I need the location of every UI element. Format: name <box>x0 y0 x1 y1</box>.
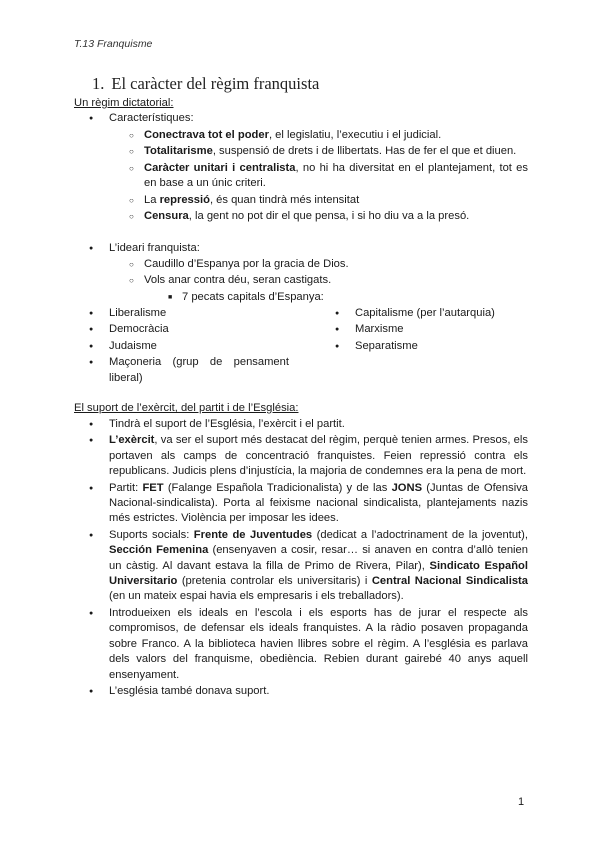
list-item: ● Maçoneria (grup de pensament liberal) <box>109 355 289 386</box>
heading-number: 1. <box>92 74 105 93</box>
list-item: ○ Totalitarisme, suspensió de drets i de llibertats. Has de fer el que et diuen. <box>144 144 528 159</box>
list-item: ● Tindrà el suport de l’Església, l’exèrcit i el partit. <box>109 417 528 432</box>
list-item: ● Democràcia <box>109 322 289 337</box>
section-heading <box>92 74 319 94</box>
sins-left-column <box>109 306 289 387</box>
list-item: ○ La repressió, és quan tindrà més intensitat <box>144 193 528 208</box>
list-item: ● L’ideari franquista: <box>109 241 529 256</box>
list-item: ○ Caràcter unitari i centralista, no hi ha diversitat en el plantejament, tot es en base a un únic criteri. <box>144 161 528 192</box>
list-item: ● Partit: FET (Falange Española Tradicionalista) y de las JONS (Juntas de Ofensiva Nacional-sindicalista). Porta al feixisme nacional sindicalista, plantejaments nazis més estrictes. Violència per imposar les idees. <box>109 481 528 527</box>
list-item: ● Característiques: <box>109 111 529 126</box>
list-item: ● Marxisme <box>355 322 535 337</box>
list-item: ● L’església també donava suport. <box>109 684 528 699</box>
sins-label-list <box>182 290 522 306</box>
list-item: ● Introdueixen els ideals en l’escola i els esports has de jurar el respecte als compromisos, de defensar els ideals franquistes. A la ràdio posaven propaganda sobre Franco. A la biblioteca havien llibres sobre el règim. A l’església es parlava dels valors del franquisme, obediència. Rebien durant gairebé 40 anys aquell ensenyament. <box>109 606 528 683</box>
characteristics-sublist <box>144 128 528 225</box>
list-item: ● Liberalisme <box>109 306 289 321</box>
page-number: 1 <box>518 796 525 808</box>
list-item: ● L’exèrcit, va ser el suport més destacat del règim, perquè tenien armes. Presos, els portaven als camps de concentració franquistes. Feien repressió contra els republicans. Judicis plens d’injustícia, la majoria de condemnes era la pena de mort. <box>109 433 528 479</box>
ideari-list <box>109 241 529 257</box>
characteristics-list <box>109 111 529 127</box>
section-title-regim: Un règim dictatorial: <box>74 97 174 109</box>
list-item: ○ Caudillo d’Espanya por la gracia de Dios. <box>144 257 528 272</box>
ideari-sublist <box>144 257 528 290</box>
document-header: T.13 Franquisme <box>74 38 153 50</box>
list-item: ■ 7 pecats capitals d’Espanya: <box>182 290 522 305</box>
list-item: ● Capitalisme (per l’autarquia) <box>355 306 535 321</box>
suport-list <box>109 417 528 700</box>
list-item: ● Judaisme <box>109 339 289 354</box>
list-item: ○ Conectrava tot el poder, el legislatiu, l’executiu i el judicial. <box>144 128 528 143</box>
list-item: ○ Vols anar contra déu, seran castigats. <box>144 273 528 288</box>
list-item: ● Suports socials: Frente de Juventudes (dedicat a l’adoctrinament de la joventut), Sección Femenina (ensenyaven a cosir, resar… si anaven en contra d’allò tenien un càstig. Al davant estava la filla de Primo de Rivera, Pilar), Sindicato Español Universitario (pretenia controlar els universitaris) i Central Nacional Sindicalista (en un mateix espai havia els empresaris i els treballadors). <box>109 528 528 605</box>
list-item: ○ Censura, la gent no pot dir el que pensa, i si ho diu va a la presó. <box>144 209 528 224</box>
section-title-suport: El suport de l’exèrcit, del partit i de l’Església: <box>74 402 299 414</box>
sins-right-column <box>355 306 535 355</box>
heading-title: El caràcter del règim franquista <box>111 74 320 93</box>
list-item: ● Separatisme <box>355 339 535 354</box>
